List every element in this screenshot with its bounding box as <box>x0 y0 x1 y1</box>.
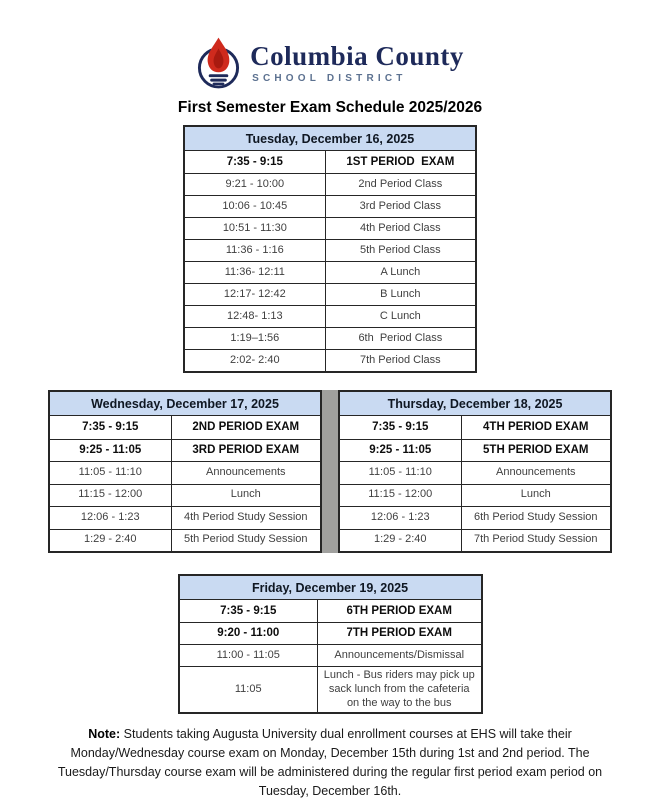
district-wordmark <box>250 42 464 83</box>
schedule-table-tuesday <box>183 125 477 373</box>
table-body-wednesday <box>50 416 320 551</box>
activity-cell: 3rd Period Class <box>359 199 441 212</box>
activity-cell: 2ND PERIOD EXAM <box>192 421 300 434</box>
schedule-row <box>180 622 481 644</box>
time-cell: 12:06 - 1:23 <box>340 507 462 529</box>
time-cell: 10:06 - 10:45 <box>185 196 326 217</box>
org-subtitle: SCHOOL DISTRICT <box>252 72 407 84</box>
schedule-row <box>340 506 610 529</box>
activity-cell: 6TH PERIOD EXAM <box>346 604 452 617</box>
schedule-row <box>340 484 610 507</box>
note-body: Students taking Augusta University dual enrollment courses at EHS will take their Monday/Wednesday course exam on Monday, December 15th during 1st and 2nd period. The Tuesday/Thursday course exam will be administered during the regular first period exam period on Tuesday, December 16th. <box>57 727 603 798</box>
schedule-table-thursday <box>338 390 612 553</box>
activity-cell: 2nd Period Class <box>358 177 443 190</box>
district-brand <box>0 0 660 90</box>
schedule-row <box>340 529 610 552</box>
activity-cell: Announcements/Dismissal <box>334 648 465 661</box>
time-cell: 11:05 - 11:10 <box>50 462 172 484</box>
note-label: Note: <box>88 727 121 742</box>
activity-cell: 6th Period Study Session <box>473 510 598 523</box>
time-cell: 9:20 - 11:00 <box>180 623 318 644</box>
activity-cell: 3RD PERIOD EXAM <box>192 444 300 457</box>
midweek-tables-row <box>48 390 612 553</box>
time-cell: 1:19–1:56 <box>185 328 326 349</box>
table-header-wednesday: Wednesday, December 17, 2025 <box>50 392 320 416</box>
table-body-friday <box>180 600 481 712</box>
time-cell: 7:35 - 9:15 <box>340 416 462 439</box>
activity-cell: B Lunch <box>380 287 421 300</box>
time-cell: 7:35 - 9:15 <box>180 600 318 622</box>
schedule-row <box>185 195 475 217</box>
time-cell: 9:21 - 10:00 <box>185 174 326 195</box>
schedule-row <box>340 439 610 462</box>
time-cell: 11:15 - 12:00 <box>50 485 172 507</box>
schedule-row <box>185 173 475 195</box>
activity-cell: 6th Period Class <box>358 331 443 344</box>
schedule-row <box>50 439 320 462</box>
time-cell: 11:36 - 1:16 <box>185 240 326 261</box>
activity-cell: 7th Period Study Session <box>473 533 598 546</box>
time-cell: 10:51 - 11:30 <box>185 218 326 239</box>
table-divider <box>322 390 338 553</box>
time-cell: 1:29 - 2:40 <box>340 530 462 552</box>
activity-cell: 4th Period Class <box>359 221 441 234</box>
schedule-row <box>185 327 475 349</box>
table-body-tuesday <box>185 151 475 371</box>
schedule-row <box>340 416 610 439</box>
activity-cell: 5TH PERIOD EXAM <box>483 444 589 457</box>
schedule-row <box>185 349 475 371</box>
time-cell: 7:35 - 9:15 <box>185 151 326 173</box>
schedule-row <box>50 484 320 507</box>
schedule-row <box>185 305 475 327</box>
activity-cell: Lunch <box>230 488 261 501</box>
schedule-row <box>180 644 481 666</box>
schedule-row <box>50 529 320 552</box>
activity-cell: 1ST PERIOD EXAM <box>346 155 455 168</box>
activity-cell: 5th Period Study Session <box>183 533 308 546</box>
table-header-thursday: Thursday, December 18, 2025 <box>340 392 610 416</box>
time-cell: 12:06 - 1:23 <box>50 507 172 529</box>
page-title: First Semester Exam Schedule 2025/2026 <box>177 99 483 116</box>
org-name: Columbia County <box>250 41 464 72</box>
time-cell: 11:36- 12:11 <box>185 262 326 283</box>
schedule-table-friday <box>178 574 483 714</box>
time-cell: 1:29 - 2:40 <box>50 530 172 552</box>
note-paragraph <box>52 725 608 800</box>
table-header-friday: Friday, December 19, 2025 <box>180 576 481 600</box>
time-cell: 11:00 - 11:05 <box>180 645 318 666</box>
activity-cell: Lunch - Bus riders may pick up sack lunch from the cafeteria on the way to the bus <box>323 669 478 709</box>
schedule-row <box>185 239 475 261</box>
schedule-table-wednesday <box>48 390 322 553</box>
schedule-row <box>50 506 320 529</box>
schedule-row <box>185 283 475 305</box>
activity-cell: 5th Period Class <box>359 243 441 256</box>
activity-cell: Announcements <box>206 465 286 478</box>
time-cell: 9:25 - 11:05 <box>50 440 172 462</box>
time-cell: 11:05 - 11:10 <box>340 462 462 484</box>
torch-logo-icon <box>196 36 241 90</box>
time-cell: 11:05 <box>180 667 318 712</box>
schedule-row <box>180 666 481 712</box>
activity-cell: Announcements <box>496 465 576 478</box>
time-cell: 7:35 - 9:15 <box>50 416 172 439</box>
time-cell: 12:48- 1:13 <box>185 306 326 327</box>
time-cell: 11:15 - 12:00 <box>340 485 462 507</box>
activity-cell: Lunch <box>520 488 551 501</box>
schedule-row <box>50 461 320 484</box>
time-cell: 2:02- 2:40 <box>185 350 326 371</box>
activity-cell: 7TH PERIOD EXAM <box>346 627 452 640</box>
table-header-tuesday: Tuesday, December 16, 2025 <box>185 127 475 151</box>
activity-cell: 4TH PERIOD EXAM <box>483 421 589 434</box>
table-body-thursday <box>340 416 610 551</box>
time-cell: 12:17- 12:42 <box>185 284 326 305</box>
schedule-row <box>185 217 475 239</box>
time-cell: 9:25 - 11:05 <box>340 440 462 462</box>
schedule-row <box>180 600 481 622</box>
schedule-row <box>185 261 475 283</box>
schedule-row <box>185 151 475 173</box>
schedule-row <box>340 461 610 484</box>
activity-cell: 4th Period Study Session <box>183 510 308 523</box>
activity-cell: C Lunch <box>379 309 421 322</box>
activity-cell: A Lunch <box>380 265 421 278</box>
activity-cell: 7th Period Class <box>359 353 441 366</box>
schedule-row <box>50 416 320 439</box>
